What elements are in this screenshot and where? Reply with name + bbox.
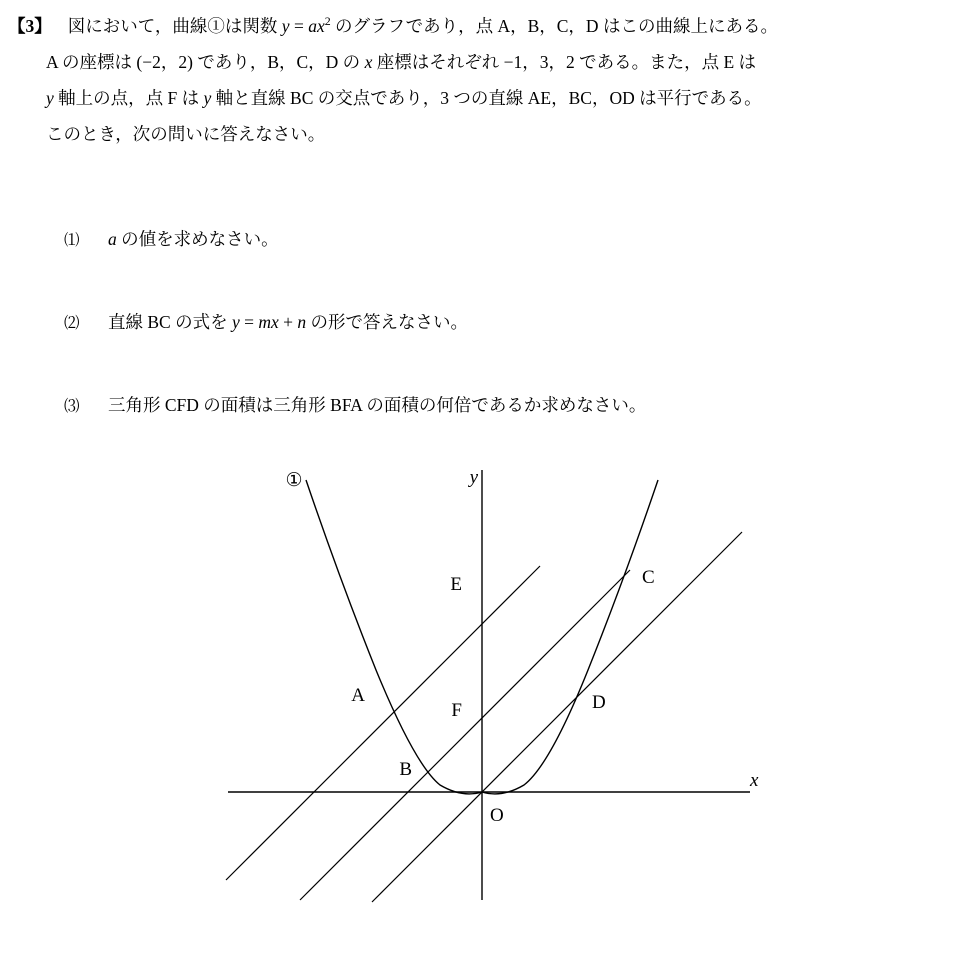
y-axis-label: y (469, 467, 478, 488)
problem-number: 【3】 (8, 16, 52, 36)
x-axis-label: x (750, 770, 759, 791)
point-label-C: C (642, 567, 655, 588)
subquestion-3-label: ⑶ (64, 398, 80, 415)
point-label-F: F (451, 700, 462, 721)
problem-line-4: このとき，次の問いに答えなさい。 (46, 124, 326, 144)
point-label-B: B (399, 759, 412, 780)
line-BC (300, 570, 630, 900)
problem-line-3: y 軸上の点，点 F は y 軸と直線 BC の交点であり，3 つの直線 AE，BC，OD は平行である。 (46, 88, 762, 108)
curve-label-1: ① (285, 470, 303, 491)
point-label-E: E (450, 574, 462, 595)
problem-line-1: 【3】 図において，曲線①は関数 $y = ax^2$ のグラフであり，点 A，B，C，D はこの曲線上にある。 (8, 14, 778, 36)
subquestion-2: ⑵ 直線 BC の式を y = mx + n の形で答えなさい。 (64, 309, 468, 337)
subquestion-3: ⑶ 三角形 CFD の面積は三角形 BFA の面積の何倍であるか求めなさい。 (64, 392, 646, 420)
point-label-D: D (592, 692, 606, 713)
subquestion-1-label: ⑴ (64, 232, 80, 249)
line-OD (372, 532, 742, 902)
point-label-A: A (351, 685, 365, 706)
problem-line-2: A の座標は (−2，2) であり，B，C，D の x 座標はそれぞれ −1，3，2 である。また，点 E は (46, 52, 757, 72)
graph-figure (190, 450, 790, 940)
line-AE (226, 566, 540, 880)
point-label-O: O (490, 805, 504, 826)
subquestion-1: ⑴ a の値を求めなさい。 (64, 226, 279, 254)
problem-statement (8, 8, 952, 152)
subquestion-2-label: ⑵ (64, 315, 80, 332)
